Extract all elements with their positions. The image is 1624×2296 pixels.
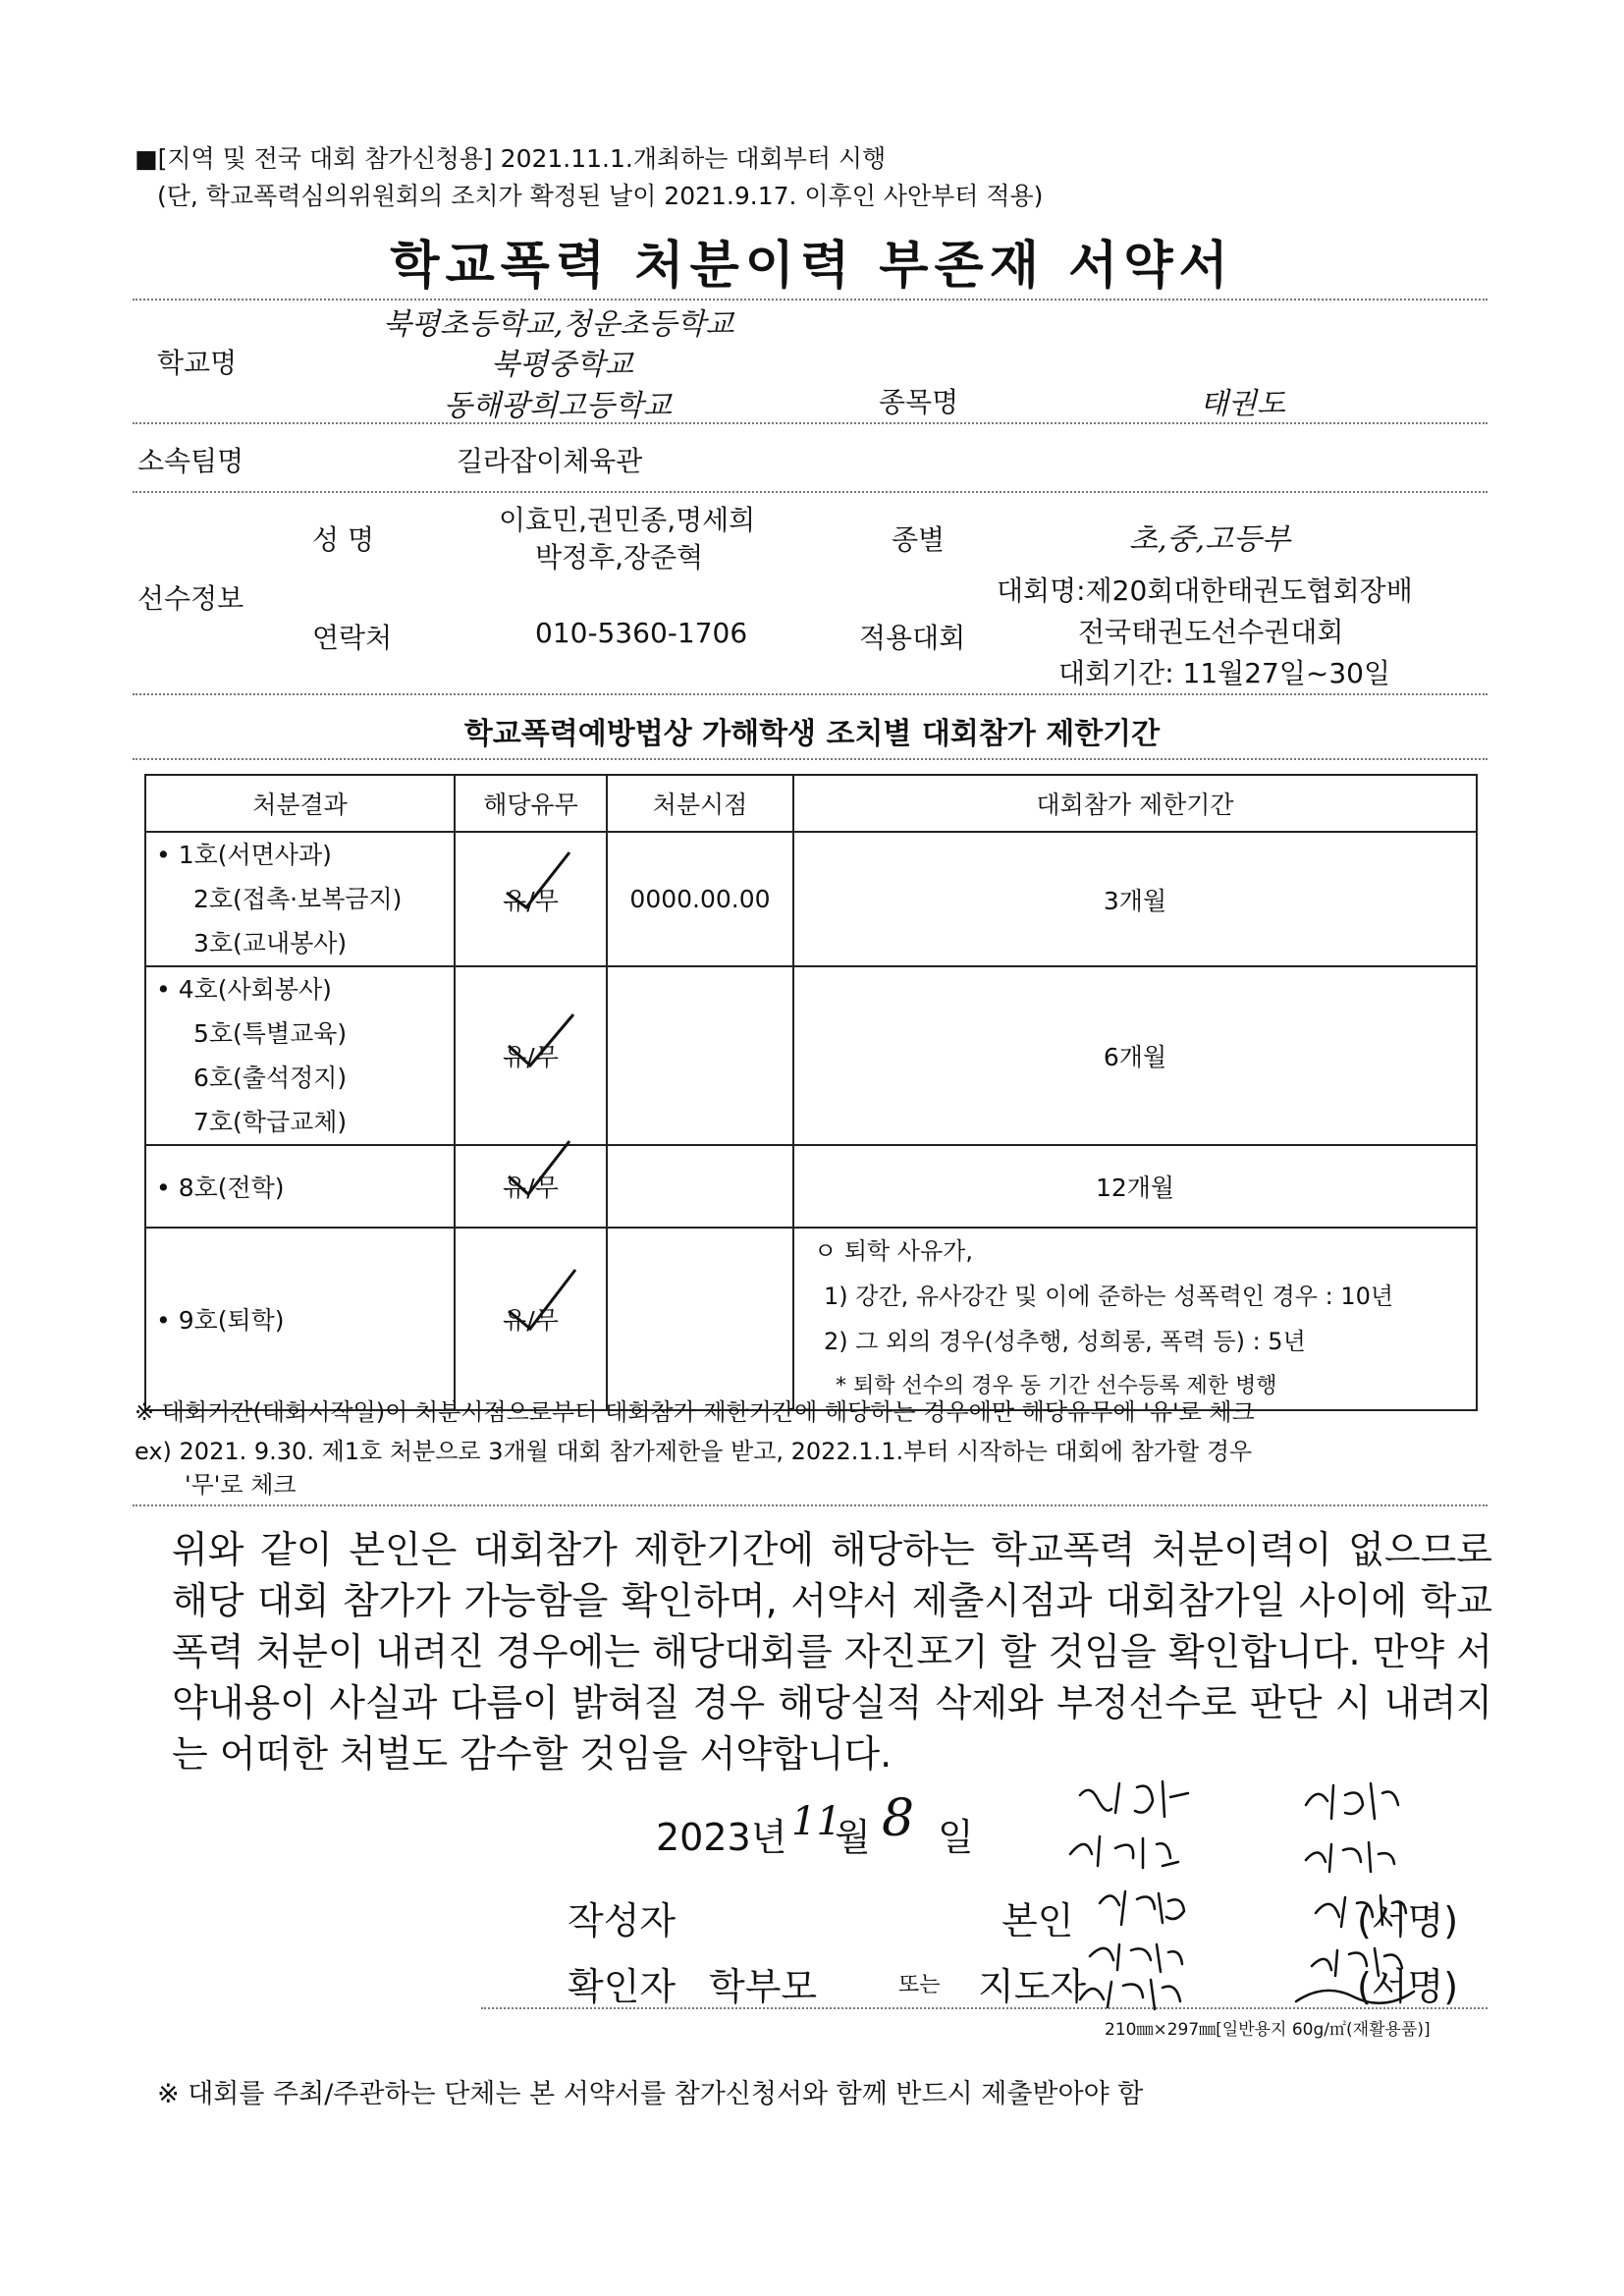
notice-line-1: ■[지역 및 전국 대회 참가신청용] 2021.11.1.개최하는 대회부터 시행: [135, 144, 887, 173]
date-cell: [607, 1145, 793, 1228]
table-row: [145, 1145, 1477, 1228]
self-sign-suffix: (서명): [1357, 1899, 1459, 1942]
paper-size-note: 210㎜×297㎜[일반용지 60g/㎡(재활용품)]: [1105, 2020, 1431, 2040]
divider: [133, 299, 1488, 301]
category-value: 초,중,고등부: [1129, 522, 1290, 557]
period-line: * 퇴학 선수의 경우 동 기간 선수등록 제한 병행: [836, 1374, 1277, 1398]
notice-line-2: (단, 학교폭력심의위원회의 조치가 확정된 날이 2021.9.17. 이후인 사안부터 적용): [157, 182, 1044, 210]
coach-label: 지도자: [978, 1965, 1087, 2008]
date-cell: [607, 966, 793, 1145]
applicable-cell[interactable]: [455, 1145, 607, 1228]
school-value-2: 북평중학교: [491, 348, 633, 382]
check-mark-icon: [499, 1005, 587, 1073]
footer-note: ※ 대회를 주최/주관하는 단체는 본 서약서를 참가신청서와 함께 반드시 제출받아야 함: [157, 2079, 1144, 2109]
check-mark-icon: [499, 1135, 587, 1204]
period-cell: [793, 1228, 1477, 1410]
result-item: 6호(출석정지): [193, 1064, 348, 1092]
result-cell: [145, 966, 455, 1145]
table-row: [145, 966, 1477, 1145]
self-label: 본인: [1001, 1899, 1074, 1942]
period-line: 2) 그 외의 경우(성추행, 성희롱, 폭력 등) : 5년: [824, 1328, 1306, 1355]
date-year: 2023년: [656, 1816, 787, 1859]
name-value-2: 박정후,장준혁: [535, 541, 704, 574]
header-date: 처분시점: [607, 775, 793, 832]
note-2: ex) 2021. 9.30. 제1호 처분으로 3개월 대회 참가제한을 받고, 2022.1.1.부터 시작하는 대회에 참가할 경우: [135, 1438, 1253, 1465]
period-cell: 3개월: [793, 832, 1477, 966]
period-cell: 12개월: [793, 1145, 1477, 1228]
divider: [133, 693, 1488, 695]
table-row: [145, 832, 1477, 966]
divider: [133, 758, 1488, 760]
period-cell: 6개월: [793, 966, 1477, 1145]
result-cell: [145, 832, 455, 966]
date-month-label: 월: [835, 1816, 871, 1859]
team-value: 길라잡이체육관: [457, 445, 643, 477]
date-day-label: 일: [938, 1816, 974, 1859]
divider: [133, 422, 1488, 424]
restriction-table: [144, 774, 1478, 1411]
name-label: 성 명: [312, 523, 374, 556]
player-signatures: [1060, 1776, 1257, 2011]
school-value-3: 동해광희고등학교: [444, 389, 672, 423]
contact-value: 010-5360-1706: [535, 617, 748, 649]
divider: [133, 1504, 1488, 1506]
result-item: • 8호(전학): [156, 1174, 285, 1202]
applicable-value: 유/무: [503, 1043, 559, 1071]
date-day: 8: [882, 1789, 915, 1848]
divider: [481, 2007, 1488, 2009]
applicable-value: 유/무: [503, 886, 559, 915]
parent-label: 학부모: [709, 1965, 818, 2008]
competition-line-1: 대회명:제20회대한태권도협회장배: [997, 574, 1413, 607]
divider: [133, 491, 1488, 493]
result-item: 2호(접촉·보복금지): [193, 885, 403, 913]
result-item: 7호(학급교체): [193, 1108, 348, 1136]
applicable-cell[interactable]: [455, 832, 607, 966]
period-line: 1) 강간, 유사강간 및 이에 준하는 성폭력인 경우 : 10년: [824, 1283, 1394, 1310]
date-month: 11: [791, 1799, 841, 1844]
pledge-text: 위와 같이 본인은 대회참가 제한기간에 해당하는 학교폭력 처분이력이 없으므로 해당 대회 참가가 가능함을 확인하며, 서약서 제출시점과 대회참가일 사이에 학교폭력 처분이 내려진 경우에는 해당대회를 자진포기 할 것임을 확인합니다. 만약 서약내용이 사실과 다름이 밝혀질 경우 해당실적 삭제와 부정선수로 판단 시 내려지는 어떠한 처벌도 감수할 것임을 서약합니다.: [172, 1528, 1492, 1776]
school-label: 학교명: [157, 347, 238, 379]
coach-signatures: [1286, 1776, 1463, 2011]
writer-label: 작성자: [568, 1899, 677, 1942]
document-title: 학교폭력 처분이력 부존재 서약서: [390, 237, 1234, 296]
check-mark-icon: [499, 1268, 587, 1337]
note-1: ※ 대회기간(대회시작일)이 처분시점으로부터 대회참가 제한기간에 해당하는 경우에만 해당유무에 '유'로 체크: [135, 1398, 1255, 1426]
result-cell: [145, 1145, 455, 1228]
name-value-1: 이효민,권민종,명세희: [499, 504, 756, 536]
contact-label: 연락처: [312, 622, 393, 654]
note-2-continued: '무'로 체크: [185, 1471, 297, 1499]
category-label: 종별: [892, 523, 946, 556]
header-result: 처분결과: [145, 775, 455, 832]
applicable-value: 유/무: [503, 1306, 559, 1335]
result-item: 3호(교내봉사): [193, 929, 348, 957]
result-item: • 1호(서면사과): [156, 841, 332, 869]
or-label: 또는: [898, 1973, 941, 1997]
applicable-cell[interactable]: [455, 966, 607, 1145]
date-cell: 0000.00.00: [607, 832, 793, 966]
result-cell: [145, 1228, 455, 1410]
competition-line-2: 전국태권도선수권대회: [1078, 616, 1344, 648]
table-row: [145, 1228, 1477, 1410]
result-item: • 4호(사회봉사): [156, 975, 332, 1004]
table-subtitle: 학교폭력예방법상 가해학생 조치별 대회참가 제한기간: [463, 717, 1161, 751]
result-item: 5호(특별교육): [193, 1019, 348, 1048]
sport-label: 종목명: [879, 386, 959, 418]
team-label: 소속팀명: [137, 445, 244, 477]
check-mark-icon: [499, 848, 587, 917]
header-period: 대회참가 제한기간: [793, 775, 1477, 832]
school-value-1: 북평초등학교,청운초등학교: [383, 307, 734, 342]
player-info-label: 선수정보: [137, 582, 244, 615]
competition-line-3: 대회기간: 11월27일~30일: [1058, 657, 1391, 689]
applicable-cell[interactable]: [455, 1228, 607, 1410]
date-cell: [607, 1228, 793, 1410]
result-item: • 9호(퇴학): [156, 1306, 285, 1335]
table-header-row: [145, 775, 1477, 832]
confirmer-label: 확인자: [568, 1965, 677, 2008]
coach-sign-suffix: (서명): [1357, 1965, 1459, 2008]
applicable-value: 유/무: [503, 1174, 559, 1202]
header-applicable: 해당유무: [455, 775, 607, 832]
competition-label: 적용대회: [859, 622, 966, 654]
period-line: ㅇ 퇴학 사유가,: [814, 1237, 973, 1265]
sport-value: 태권도: [1200, 387, 1285, 421]
